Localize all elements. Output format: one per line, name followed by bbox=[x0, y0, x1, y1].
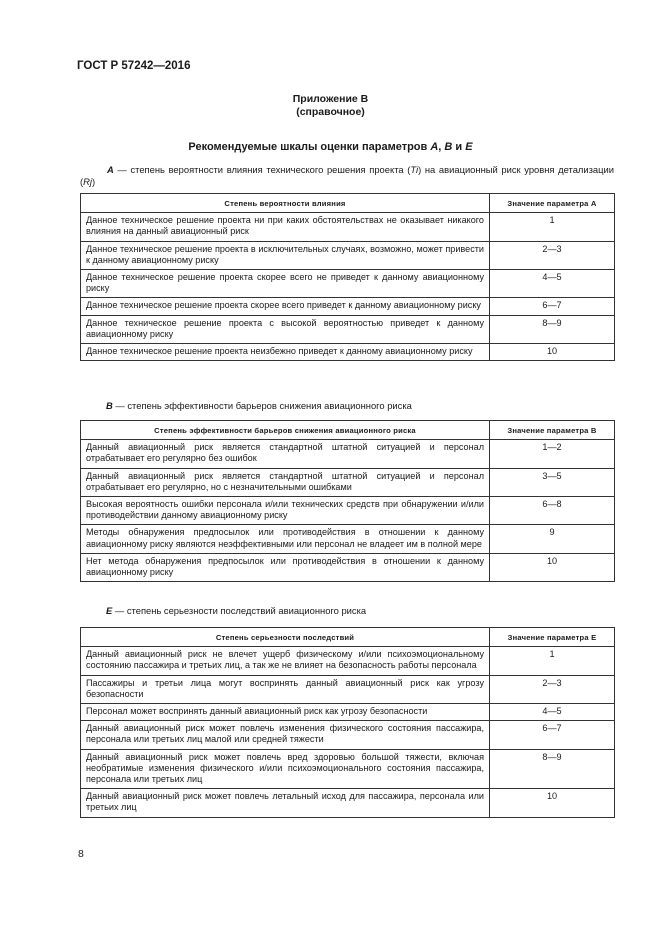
row-value: 2—3 bbox=[490, 675, 615, 703]
row-value: 6—7 bbox=[490, 721, 615, 749]
table-row bbox=[81, 298, 615, 315]
param-a-label: A bbox=[430, 141, 439, 153]
row-description: Данное техническое решение проекта с высокой вероятностью приведет к данному авиационному риску bbox=[81, 315, 490, 343]
def-a-letter: A bbox=[107, 164, 114, 175]
def-b-letter: B bbox=[106, 400, 113, 411]
section-title-sep: , bbox=[438, 141, 445, 153]
section-title bbox=[0, 141, 661, 153]
table-row bbox=[81, 553, 615, 581]
row-value: 4—5 bbox=[490, 704, 615, 721]
table-row bbox=[81, 704, 615, 721]
def-a-ti: Ti bbox=[410, 164, 419, 175]
section-title-text: Рекомендуемые шкалы оценки параметров bbox=[188, 141, 431, 153]
param-b-label: B bbox=[444, 141, 453, 153]
table-b-value-header: Значение параметра В bbox=[490, 421, 615, 440]
table-a bbox=[80, 193, 615, 361]
def-e-text: — степень серьезности последствий авиационного риска bbox=[112, 605, 367, 616]
row-description: Данный авиационный риск является стандартной штатной ситуацией и персонал отрабатывает его регулярно, но с незначительными ошибками bbox=[81, 468, 490, 496]
row-value: 8—9 bbox=[490, 315, 615, 343]
table-row bbox=[81, 241, 615, 269]
row-value: 6—8 bbox=[490, 497, 615, 525]
table-row bbox=[81, 789, 615, 817]
table-b-col-header: Степень эффективности барьеров снижения авиационного риска bbox=[81, 421, 490, 440]
table-row bbox=[81, 721, 615, 749]
row-description: Нет метода обнаружения предпосылок или противодействия в отношении к данному авиационному риску bbox=[81, 553, 490, 581]
param-e-label: E bbox=[465, 141, 473, 153]
def-a-text: — степень вероятности влияния технического решения проекта ( bbox=[113, 164, 411, 175]
table-row bbox=[81, 647, 615, 675]
row-value: 10 bbox=[490, 344, 615, 361]
table-row bbox=[81, 344, 615, 361]
table-e-value-header: Значение параметра Е bbox=[490, 628, 615, 647]
row-description: Пассажиры и третьи лица могут воспринять данный авиационный риск как угрозу безопасности bbox=[81, 675, 490, 703]
row-description: Данное техническое решение проекта в исключительных случаях, возможно, может привести к данному авиационному риску bbox=[81, 241, 490, 269]
def-a-text3: ) bbox=[91, 176, 96, 187]
table-row bbox=[81, 749, 615, 789]
row-description: Данное техническое решение проекта скорее всего не приведет к данному авиационному риску bbox=[81, 270, 490, 298]
def-a-text2: ) на авиационный риск уровня детализации ( bbox=[80, 164, 614, 187]
table-b bbox=[80, 420, 615, 582]
def-b-text: — степень эффективности барьеров снижения авиационного риска bbox=[112, 400, 412, 411]
row-description: Данный авиационный риск может повлечь изменения физического состояния пассажира, персонала или третьих лиц малой или средней тяжести bbox=[81, 721, 490, 749]
table-row bbox=[81, 315, 615, 343]
row-value: 1 bbox=[490, 213, 615, 241]
table-row bbox=[81, 213, 615, 241]
appendix-title: Приложение В bbox=[292, 93, 369, 105]
table-row bbox=[81, 675, 615, 703]
row-description: Данное техническое решение проекта ни при каких обстоятельствах не оказывает никакого влияния на данный авиационный риск bbox=[81, 213, 490, 241]
page-number: 8 bbox=[78, 848, 84, 860]
row-value: 6—7 bbox=[490, 298, 615, 315]
table-header-row bbox=[81, 421, 615, 440]
table-row bbox=[81, 270, 615, 298]
def-e-letter: E bbox=[106, 605, 113, 616]
row-value: 1 bbox=[490, 647, 615, 675]
row-value: 1—2 bbox=[490, 440, 615, 468]
row-value: 2—3 bbox=[490, 241, 615, 269]
section-title-sep: и bbox=[452, 141, 466, 153]
row-value: 10 bbox=[490, 789, 615, 817]
definition-b bbox=[106, 400, 412, 412]
row-value: 9 bbox=[490, 525, 615, 553]
table-header-row bbox=[81, 628, 615, 647]
document-header: ГОСТ Р 57242—2016 bbox=[77, 60, 191, 72]
table-row bbox=[81, 468, 615, 496]
row-description: Данное техническое решение проекта скорее всего приведет к данному авиационному риску bbox=[81, 298, 490, 315]
table-a-value-header: Значение параметра А bbox=[490, 194, 615, 213]
row-description: Данный авиационный риск не влечет ущерб физическому и/или психоэмоциональному состоянию пассажира и третьих лиц, а так же не влияет на безопасность работы персонала bbox=[81, 647, 490, 675]
table-row bbox=[81, 497, 615, 525]
table-e bbox=[80, 627, 615, 818]
table-row bbox=[81, 440, 615, 468]
row-description: Персонал может воспринять данный авиационный риск как угрозу безопасности bbox=[81, 704, 490, 721]
row-description: Высокая вероятность ошибки персонала и/или технических средств при обнаружении и/или противодействии данному авиационному риску bbox=[81, 497, 490, 525]
table-a-col-header: Степень вероятности влияния bbox=[81, 194, 490, 213]
row-value: 4—5 bbox=[490, 270, 615, 298]
row-description: Данный авиационный риск может повлечь вред здоровью большой тяжести, включая необратимые изменения физического и/или психоэмоционального состояния пассажира, персонала или третьих лиц bbox=[81, 749, 490, 789]
row-description: Данный авиационный риск может повлечь летальный исход для пассажира, персонала или третьих лиц bbox=[81, 789, 490, 817]
definition-a bbox=[80, 164, 614, 188]
def-a-rj: Rj bbox=[83, 176, 92, 187]
definition-e bbox=[106, 605, 366, 617]
row-value: 10 bbox=[490, 553, 615, 581]
table-row bbox=[81, 525, 615, 553]
table-e-col-header: Степень серьезности последствий bbox=[81, 628, 490, 647]
row-value: 3—5 bbox=[490, 468, 615, 496]
row-description: Методы обнаружения предпосылок или противодействия в отношении к данному авиационному риску являются неэффективными или персонал не владеет им в полной мере bbox=[81, 525, 490, 553]
appendix-subtitle: (справочное) bbox=[296, 106, 365, 118]
appendix-heading bbox=[0, 93, 661, 119]
row-description: Данное техническое решение проекта неизбежно приведет к данному авиационному риску bbox=[81, 344, 490, 361]
row-description: Данный авиационный риск является стандартной штатной ситуацией и персонал отрабатывает его регулярно без ошибок bbox=[81, 440, 490, 468]
row-value: 8—9 bbox=[490, 749, 615, 789]
table-header-row bbox=[81, 194, 615, 213]
